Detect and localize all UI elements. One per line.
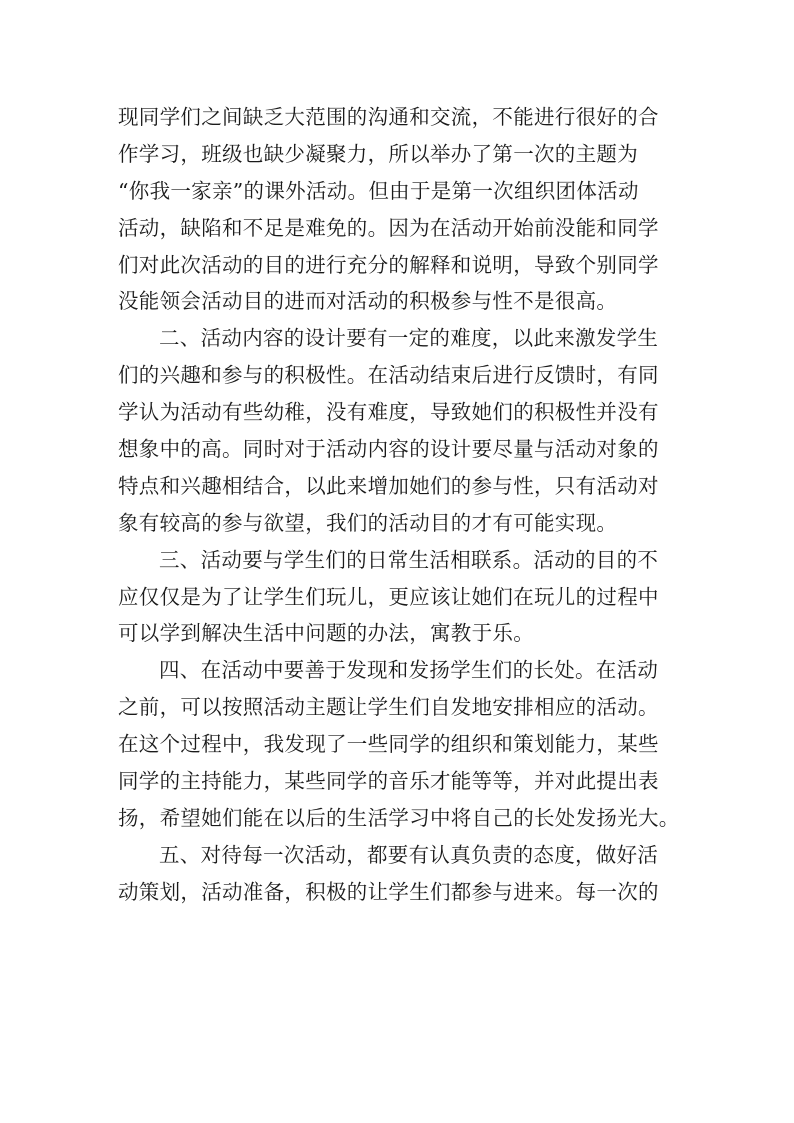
text-line: 特点和兴趣相结合，以此来增加她们的参与性，只有活动对 bbox=[118, 473, 659, 498]
text-line: 三、活动要与学生们的日常生活相联系。活动的目的不 bbox=[159, 547, 659, 572]
paragraph-continuation bbox=[118, 99, 698, 320]
text-line: 学认为活动有些幼稚，没有难度，导致她们的积极性并没有 bbox=[118, 400, 659, 425]
text-line: “你我一家亲”的课外活动。但由于是第一次组织团体活动 bbox=[118, 178, 639, 203]
paragraph-3 bbox=[118, 542, 698, 653]
text-line: 们的兴趣和参与的积极性。在活动结束后进行反馈时，有同 bbox=[118, 363, 659, 388]
text-line: 动策划，活动准备，积极的让学生们都参与进来。每一次的 bbox=[118, 879, 659, 904]
text-line: 在这个过程中，我发现了一些同学的组织和策划能力，某些 bbox=[118, 732, 659, 757]
text-line: 可以学到解决生活中问题的办法，寓教于乐。 bbox=[118, 621, 534, 646]
paragraph-5 bbox=[118, 837, 698, 911]
text-line: 之前，可以按照活动主题让学生们自发地安排相应的活动。 bbox=[118, 695, 659, 720]
paragraph-2 bbox=[118, 320, 698, 541]
text-line: 想象中的高。同时对于活动内容的设计要尽量与活动对象的 bbox=[118, 437, 659, 462]
text-line: 二、活动内容的设计要有一定的难度，以此来激发学生 bbox=[159, 326, 659, 351]
text-line: 五、对待每一次活动，都要有认真负责的态度，做好活 bbox=[159, 842, 659, 867]
text-line: 四、在活动中要善于发现和发扬学生们的长处。在活动 bbox=[159, 658, 659, 683]
text-line: 扬，希望她们能在以后的生活学习中将自己的长处发扬光大。 bbox=[118, 805, 680, 830]
text-line: 活动，缺陷和不足是难免的。因为在活动开始前没能和同学 bbox=[118, 215, 659, 240]
text-line: 没能领会活动目的进而对活动的积极参与性不是很高。 bbox=[118, 289, 618, 314]
text-line: 应仅仅是为了让学生们玩儿，更应该让她们在玩儿的过程中 bbox=[118, 584, 659, 609]
text-line: 象有较高的参与欲望，我们的活动目的才有可能实现。 bbox=[118, 510, 618, 535]
text-line: 同学的主持能力，某些同学的音乐才能等等，并对此提出表 bbox=[118, 769, 659, 794]
text-line: 作学习，班级也缺少凝聚力，所以举办了第一次的主题为 bbox=[118, 141, 638, 166]
text-line: 现同学们之间缺乏大范围的沟通和交流，不能进行很好的合 bbox=[118, 105, 659, 129]
text-line: 们对此次活动的目的进行充分的解释和说明，导致个别同学 bbox=[118, 252, 659, 277]
document-body bbox=[118, 99, 698, 911]
paragraph-4 bbox=[118, 652, 698, 836]
